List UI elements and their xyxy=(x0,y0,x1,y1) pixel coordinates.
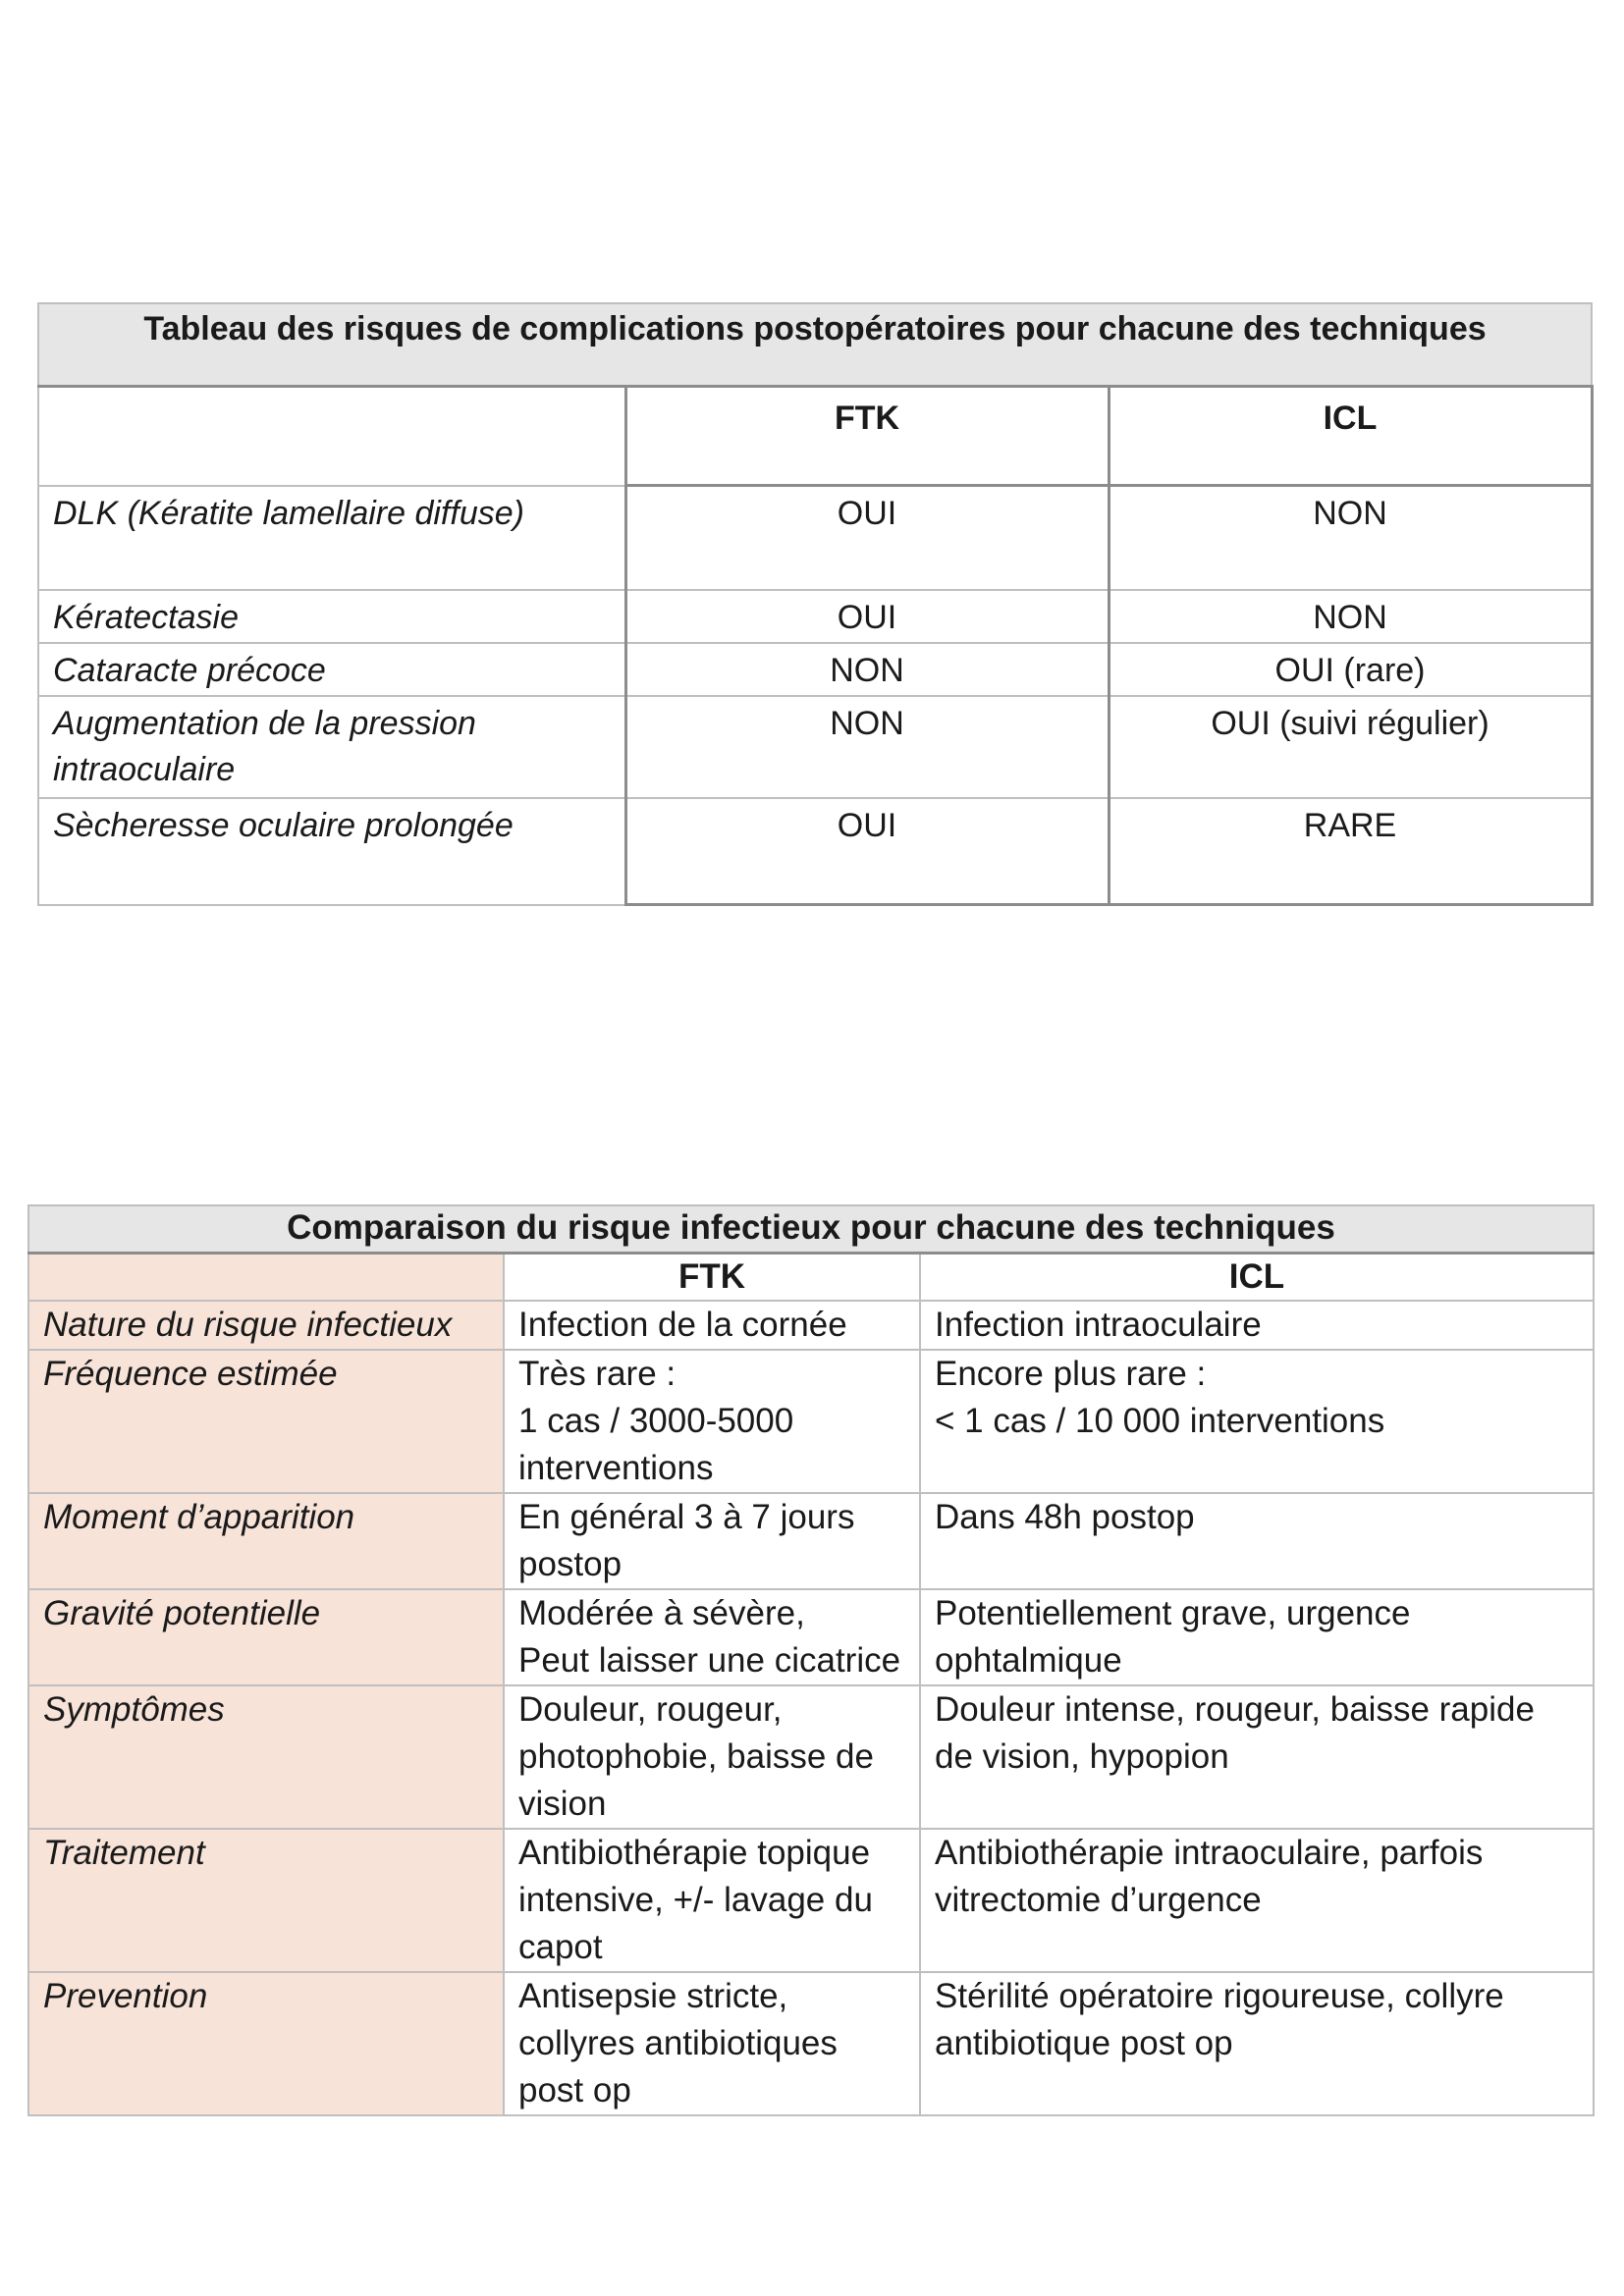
icl-cell xyxy=(920,1301,1594,1350)
table-row xyxy=(28,1493,1594,1589)
row-label xyxy=(38,696,625,798)
table2-header-ftk: FTK xyxy=(504,1254,920,1302)
cell-line: Antibiothérapie topique xyxy=(518,1834,871,1872)
cell-line: photophobie, baisse de xyxy=(518,1737,874,1776)
table-row xyxy=(38,486,1592,591)
cell-line: antibiotique post op xyxy=(935,2024,1233,2062)
cell-line: 1 cas / 3000-5000 xyxy=(518,1402,794,1440)
cell-line: Stérilité opératoire rigoureuse, collyre xyxy=(935,1977,1504,2015)
table-row xyxy=(28,1829,1594,1972)
icl-value: NON xyxy=(1109,486,1592,591)
table2-header-empty xyxy=(28,1254,504,1302)
cell-line: post op xyxy=(518,2071,631,2109)
table1-header-icl: ICL xyxy=(1109,387,1592,486)
cell-line: collyres antibiotiques xyxy=(518,2024,838,2062)
cell-line: < 1 cas / 10 000 interventions xyxy=(935,1402,1385,1440)
icl-value: OUI (rare) xyxy=(1109,643,1592,696)
ftk-cell xyxy=(504,1350,920,1493)
icl-cell xyxy=(920,1350,1594,1493)
row-label: Kératectasie xyxy=(38,590,625,643)
table2-title: Comparaison du risque infectieux pour chacune des techniques xyxy=(28,1205,1594,1254)
row-label: Gravité potentielle xyxy=(28,1589,504,1685)
row-label: Nature du risque infectieux xyxy=(28,1301,504,1350)
table-row xyxy=(38,798,1592,905)
cell-line: postop xyxy=(518,1545,623,1583)
cell-line: Modérée à sévère, xyxy=(518,1594,805,1632)
table-row xyxy=(38,643,1592,696)
table-row xyxy=(38,696,1592,798)
icl-value: NON xyxy=(1109,590,1592,643)
cell-line: Antisepsie stricte, xyxy=(518,1977,788,2015)
table2-header-icl: ICL xyxy=(920,1254,1594,1302)
table1-title: Tableau des risques de complications postopératoires pour chacune des techniques xyxy=(38,303,1592,387)
cell-line: En général 3 à 7 jours xyxy=(518,1498,855,1536)
row-label: Sècheresse oculaire prolongée xyxy=(38,798,625,905)
row-label: DLK (Kératite lamellaire diffuse) xyxy=(38,486,625,591)
row-label: Moment d’apparition xyxy=(28,1493,504,1589)
icl-value: RARE xyxy=(1109,798,1592,905)
ftk-value: OUI xyxy=(625,486,1109,591)
row-label-line: Augmentation de la pression xyxy=(53,705,476,742)
cell-line: Peut laisser une cicatrice xyxy=(518,1641,901,1680)
cell-line: Dans 48h postop xyxy=(935,1498,1195,1536)
table1-header-ftk: FTK xyxy=(625,387,1109,486)
cell-line: de vision, hypopion xyxy=(935,1737,1229,1776)
ftk-value: NON xyxy=(625,696,1109,798)
row-label: Cataracte précoce xyxy=(38,643,625,696)
table1-header-empty xyxy=(38,387,625,486)
icl-cell xyxy=(920,1829,1594,1972)
table-row xyxy=(28,1301,1594,1350)
cell-line: intensive, +/- lavage du xyxy=(518,1881,873,1919)
icl-cell xyxy=(920,1972,1594,2115)
row-label: Traitement xyxy=(28,1829,504,1972)
table-row xyxy=(38,590,1592,643)
cell-line: Encore plus rare : xyxy=(935,1355,1207,1393)
complications-risk-table xyxy=(37,302,1594,906)
icl-cell xyxy=(920,1493,1594,1589)
infection-risk-table xyxy=(27,1204,1595,2116)
ftk-cell xyxy=(504,1589,920,1685)
cell-line: Très rare : xyxy=(518,1355,677,1393)
ftk-cell xyxy=(504,1493,920,1589)
ftk-value: OUI xyxy=(625,798,1109,905)
cell-line: Potentiellement grave, urgence xyxy=(935,1594,1411,1632)
icl-cell xyxy=(920,1589,1594,1685)
ftk-value: NON xyxy=(625,643,1109,696)
ftk-value: OUI xyxy=(625,590,1109,643)
ftk-cell xyxy=(504,1301,920,1350)
cell-line: ophtalmique xyxy=(935,1641,1122,1680)
cell-line: Douleur intense, rougeur, baisse rapide xyxy=(935,1690,1535,1729)
cell-line: Douleur, rougeur, xyxy=(518,1690,783,1729)
cell-line: vitrectomie d’urgence xyxy=(935,1881,1262,1919)
row-label: Prevention xyxy=(28,1972,504,2115)
table-row xyxy=(28,1350,1594,1493)
table-row xyxy=(28,1589,1594,1685)
row-label: Symptômes xyxy=(28,1685,504,1829)
ftk-cell xyxy=(504,1685,920,1829)
ftk-cell xyxy=(504,1829,920,1972)
table-row xyxy=(28,1685,1594,1829)
icl-value: OUI (suivi régulier) xyxy=(1109,696,1592,798)
icl-cell xyxy=(920,1685,1594,1829)
cell-line: capot xyxy=(518,1928,603,1966)
cell-line: interventions xyxy=(518,1449,714,1487)
cell-line: Antibiothérapie intraoculaire, parfois xyxy=(935,1834,1484,1872)
cell-line: Infection intraoculaire xyxy=(935,1306,1262,1344)
cell-line: vision xyxy=(518,1785,607,1823)
row-label-line: intraoculaire xyxy=(53,751,236,788)
ftk-cell xyxy=(504,1972,920,2115)
table-row xyxy=(28,1972,1594,2115)
row-label: Fréquence estimée xyxy=(28,1350,504,1493)
cell-line: Infection de la cornée xyxy=(518,1306,847,1344)
